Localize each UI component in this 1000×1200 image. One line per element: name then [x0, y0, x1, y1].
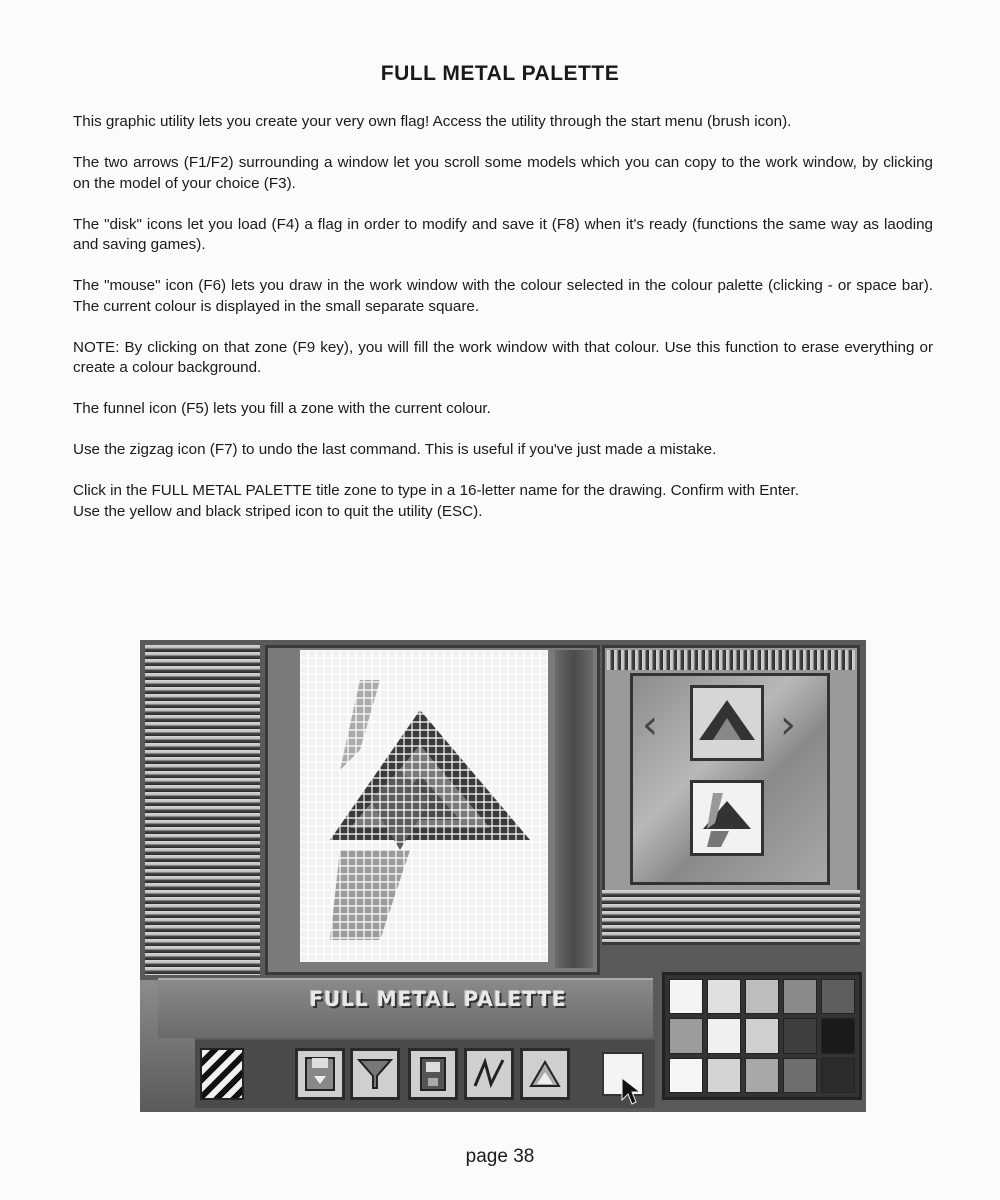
paragraph-mouse: The "mouse" icon (F6) lets you draw in the work window with the colour selected in the colour palette (clicking - or space bar). The current colour is displayed in the small separate square.: [73, 277, 933, 315]
utility-screenshot: [140, 640, 866, 1112]
palette-swatch[interactable]: [783, 979, 817, 1014]
chevron-left-icon[interactable]: ‹: [642, 702, 658, 748]
left-ribbed-panel: [145, 645, 260, 975]
model-frame-ribs: [607, 650, 855, 670]
palette-swatch[interactable]: [669, 979, 703, 1014]
palette-swatch[interactable]: [821, 1018, 855, 1053]
right-lower-ribbed-panel: [602, 890, 860, 942]
page-title: FULL METAL PALETTE: [380, 62, 620, 85]
palette-swatch[interactable]: [745, 979, 779, 1014]
model-preview-bottom-image: [693, 783, 761, 853]
page-number: page 38: [465, 1146, 535, 1167]
palette-swatch[interactable]: [821, 979, 855, 1014]
disk-load-button[interactable]: [295, 1048, 345, 1100]
colour-palette: [662, 972, 862, 1100]
palette-swatch[interactable]: [707, 979, 741, 1014]
model-preview-top-image: [693, 688, 761, 758]
striped-quit-icon[interactable]: [200, 1048, 244, 1100]
paragraph-zigzag: Use the zigzag icon (F7) to undo the last command. This is useful if you've just made a mistake.: [73, 441, 717, 458]
mouse-button[interactable]: [520, 1048, 570, 1100]
mouse-pointer-icon: [620, 1076, 642, 1106]
palette-swatch[interactable]: [669, 1018, 703, 1053]
disk-save-button[interactable]: [408, 1048, 458, 1100]
palette-swatch[interactable]: [707, 1058, 741, 1093]
palette-swatch[interactable]: [821, 1058, 855, 1093]
model-preview-bottom[interactable]: [690, 780, 764, 856]
paragraph-intro: This graphic utility lets you create your very own flag! Access the utility through the start menu (brush icon).: [73, 113, 792, 130]
palette-swatch[interactable]: [745, 1058, 779, 1093]
model-preview-top[interactable]: [690, 685, 764, 761]
palette-swatch[interactable]: [669, 1058, 703, 1093]
disk-save-icon: [413, 1054, 453, 1094]
paragraph-title-zone: Click in the FULL METAL PALETTE title zone to type in a 16-letter name for the drawing. Confirm with Enter.: [73, 482, 799, 499]
paragraph-arrows: The two arrows (F1/F2) surrounding a window let you scroll some models which you can copy to the work window, by clicking on the model of your choice (F3).: [73, 154, 933, 192]
zigzag-icon: [469, 1054, 509, 1094]
paragraph-quit: Use the yellow and black striped icon to quit the utility (ESC).: [73, 502, 483, 520]
body-text: [73, 112, 933, 543]
palette-swatch[interactable]: [707, 1018, 741, 1053]
mouse-icon: [525, 1054, 565, 1094]
palette-swatch[interactable]: [783, 1018, 817, 1053]
work-window[interactable]: [300, 650, 548, 962]
palette-swatch[interactable]: [783, 1058, 817, 1093]
paragraph-note: NOTE: By clicking on that zone (F9 key), you will fill the work window with that colour. Use this function to erase everything or create a colour background.: [73, 338, 933, 376]
paragraph-disk: The "disk" icons let you load (F4) a flag in order to modify and save it (F8) when it's ready (functions the same way as laoding and saving games).: [73, 215, 933, 253]
funnel-icon: [355, 1054, 395, 1094]
chevron-right-icon[interactable]: ›: [780, 702, 796, 748]
paragraph-funnel: The funnel icon (F5) lets you fill a zone with the current colour.: [73, 400, 491, 417]
funnel-button[interactable]: [350, 1048, 400, 1100]
disk-load-icon: [300, 1054, 340, 1094]
zigzag-button[interactable]: [464, 1048, 514, 1100]
title-zone[interactable]: FULL METAL PALETTE: [309, 987, 567, 1011]
work-window-right-slot: [555, 650, 593, 968]
palette-swatch[interactable]: [745, 1018, 779, 1053]
